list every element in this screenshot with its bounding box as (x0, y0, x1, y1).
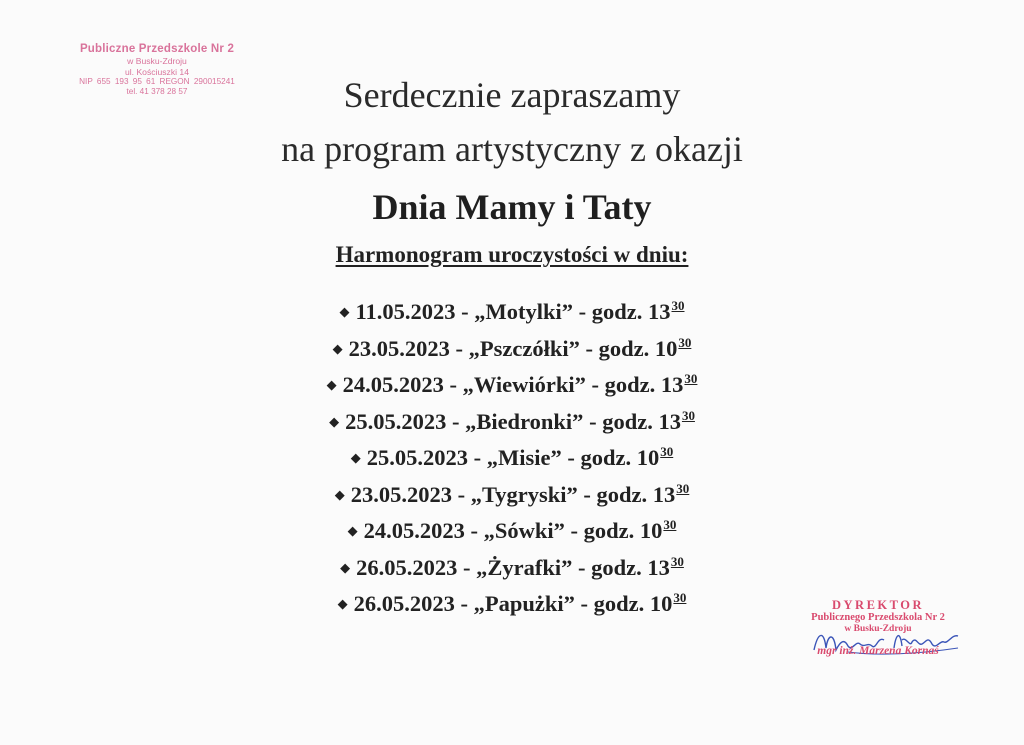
schedule-group: „Misie” (486, 445, 562, 470)
diamond-bullet-icon: ◆ (350, 450, 361, 465)
diamond-bullet-icon: ◆ (329, 413, 340, 429)
schedule-group: „Tygryski” (470, 481, 578, 507)
director-stamp-title: DYREKTOR (831, 598, 924, 612)
schedule-separator: - (570, 518, 579, 543)
schedule-date: 24.05.2023 (363, 518, 465, 543)
diamond-bullet-icon: ◆ (334, 486, 345, 502)
schedule-date: 25.05.2023 (345, 408, 447, 434)
schedule-group: „Motylki” (474, 299, 573, 324)
schedule-group: „Papużki” (473, 591, 575, 616)
schedule-date: 23.05.2023 (350, 481, 452, 507)
schedule-hour: 13 (652, 481, 676, 507)
schedule-separator: - (462, 554, 471, 580)
schedule-time-prefix: godz. (580, 445, 632, 470)
schedule-heading: Harmonogram uroczystości w dniu: (335, 242, 689, 267)
diamond-bullet-icon: ◆ (347, 523, 358, 538)
school-stamp-name: Publiczne Przedszkole Nr 2 (79, 43, 235, 55)
schedule-hour: 13 (647, 554, 670, 580)
schedule-time-prefix: godz. (593, 591, 645, 616)
schedule-hour: 13 (648, 299, 671, 324)
schedule-hour: 10 (636, 445, 660, 470)
school-stamp-phone: tel. 41 378 28 57 (126, 86, 188, 96)
schedule-hour: 10 (654, 335, 678, 361)
schedule-group: „Wiewiórki” (462, 372, 586, 397)
schedule-separator: - (457, 481, 466, 507)
schedule-hour: 13 (660, 372, 684, 397)
schedule-minute: 30 (681, 407, 695, 423)
schedule-hour: 13 (658, 408, 681, 434)
schedule-separator: - (585, 335, 593, 361)
diamond-bullet-icon: ◆ (339, 304, 350, 319)
director-stamp (780, 598, 976, 659)
schedule-item (0, 361, 1024, 398)
diamond-bullet-icon: ◆ (337, 596, 348, 611)
schedule-separator: - (451, 408, 460, 434)
school-stamp-street: ul. Kościuszki 14 (124, 66, 189, 77)
director-stamp-city: w Busku-Zdroju (844, 624, 912, 635)
schedule-separator: - (591, 372, 600, 397)
director-stamp-name: mgr inż. Marzena Kornaś (817, 645, 939, 658)
schedule-group: „Pszczółki” (468, 335, 580, 361)
schedule-minute: 30 (678, 334, 692, 350)
schedule-item (0, 434, 1024, 471)
schedule-item (0, 325, 1024, 362)
schedule-hour: 10 (649, 591, 673, 616)
schedule-separator: - (567, 445, 575, 470)
school-stamp-city: w Busku-Zdroju (127, 56, 187, 67)
schedule-separator: - (470, 518, 478, 543)
schedule-separator: - (460, 591, 468, 616)
schedule-separator: - (583, 481, 591, 507)
invitation-line-2: na program artystyczny z okazji (281, 129, 743, 169)
schedule-item (0, 507, 1024, 544)
schedule-date: 26.05.2023 (356, 554, 458, 580)
schedule-time-prefix: godz. (591, 554, 642, 580)
director-stamp-school: Publicznego Przedszkola Nr 2 (811, 612, 945, 624)
schedule-group: „Biedronki” (465, 408, 584, 434)
schedule-item (0, 471, 1024, 508)
schedule-time-prefix: godz. (596, 481, 648, 507)
schedule-time-prefix: godz. (583, 518, 635, 543)
schedule-separator: - (580, 591, 589, 616)
page-title: Dnia Mamy i Taty (372, 187, 652, 227)
schedule-time-prefix: godz. (591, 299, 643, 324)
schedule-date: 25.05.2023 (366, 445, 468, 470)
schedule-time-prefix: godz. (598, 335, 650, 361)
schedule-date: 23.05.2023 (348, 335, 450, 361)
schedule-group: „Sówki” (483, 518, 565, 543)
school-stamp-ids: NIP 655 193 95 61 REGON 290015241 (79, 76, 235, 86)
schedule-separator: - (578, 554, 586, 580)
schedule-minute: 30 (663, 517, 677, 532)
schedule-item (0, 544, 1024, 581)
schedule-time-prefix: godz. (604, 372, 656, 397)
schedule-item (0, 398, 1024, 435)
schedule-separator: - (461, 299, 469, 324)
schedule-date: 11.05.2023 (355, 299, 456, 324)
schedule-minute: 30 (676, 480, 690, 496)
schedule-minute: 30 (660, 444, 674, 459)
schedule-separator: - (589, 408, 597, 434)
schedule-item (0, 288, 1024, 325)
schedule-minute: 30 (671, 298, 685, 313)
diamond-bullet-icon: ◆ (340, 559, 351, 575)
schedule-minute: 30 (670, 553, 684, 569)
schedule-separator: - (578, 299, 587, 324)
schedule-date: 26.05.2023 (353, 591, 455, 616)
schedule-minute: 30 (684, 371, 698, 386)
schedule-separator: - (473, 445, 482, 470)
schedule-separator: - (449, 372, 457, 397)
schedule-date: 24.05.2023 (342, 372, 444, 397)
diamond-bullet-icon: ◆ (326, 377, 337, 392)
schedule-hour: 10 (639, 518, 663, 543)
schedule-time-prefix: godz. (602, 408, 653, 434)
invitation-line-1: Serdecznie zapraszamy (343, 75, 681, 115)
schedule-group: „Żyrafki” (476, 554, 573, 580)
diamond-bullet-icon: ◆ (332, 340, 343, 356)
schedule-list (0, 288, 1024, 617)
schedule-separator: - (455, 335, 463, 361)
schedule-minute: 30 (673, 590, 687, 605)
